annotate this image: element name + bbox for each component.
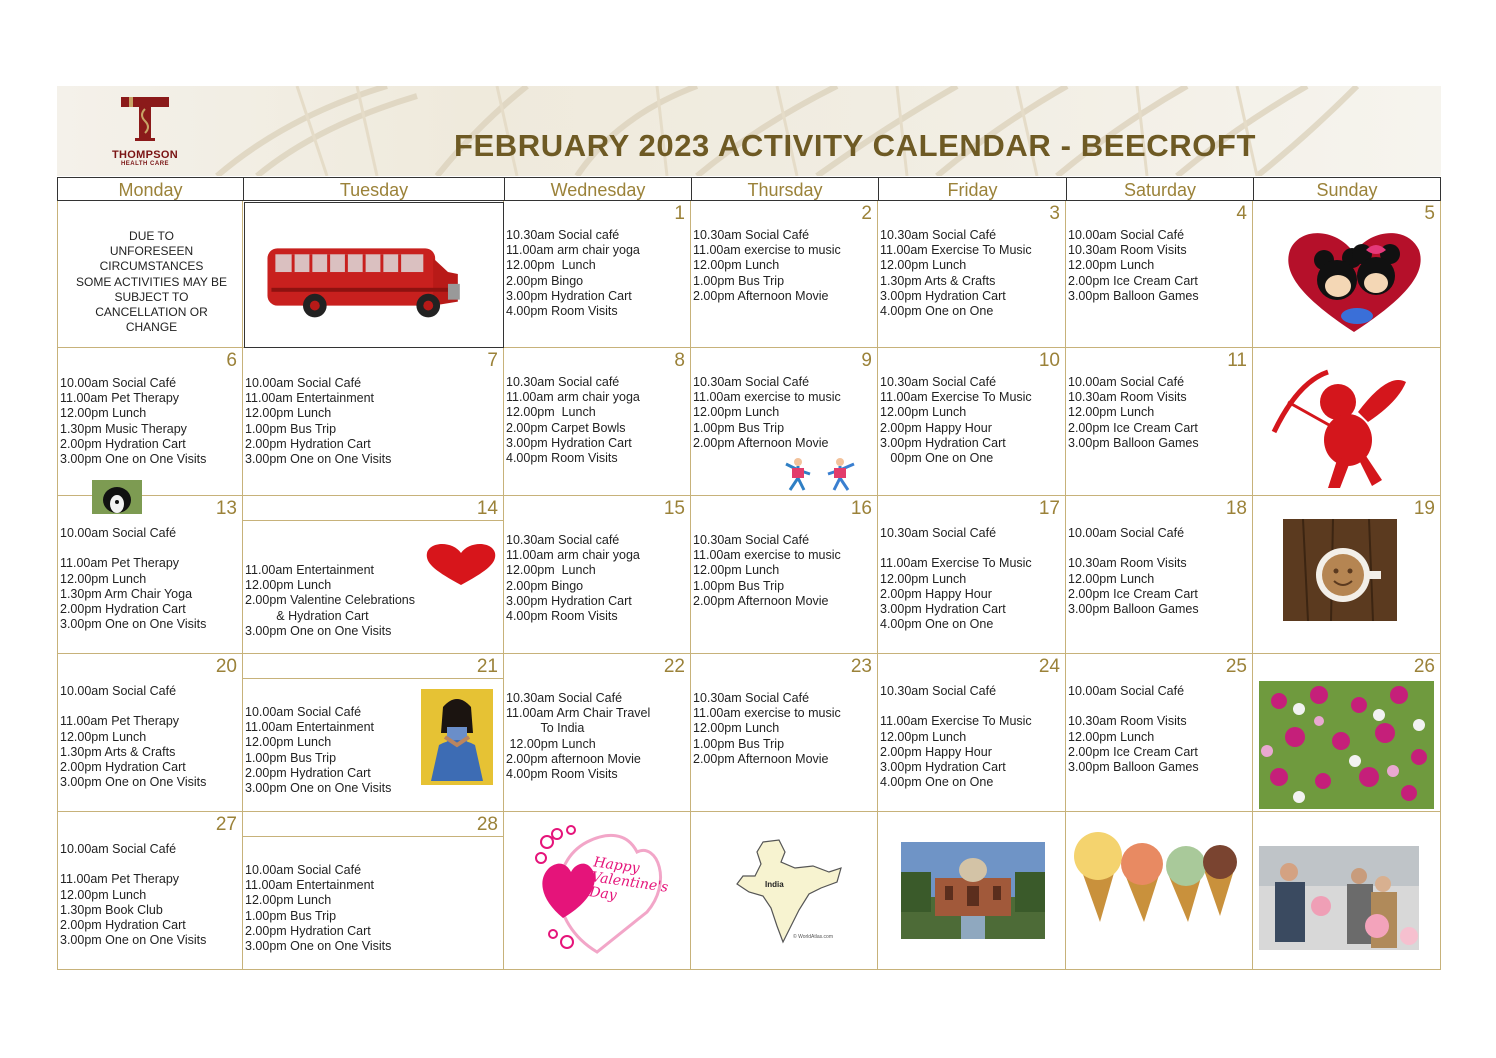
event-item: 10.00am Social Café — [60, 376, 177, 390]
day-cell — [878, 348, 1066, 496]
event-item: 1.30pm Book Club — [60, 902, 163, 917]
event-item: 12.00pm Lunch — [693, 721, 780, 736]
event-item: 10.30am Social Café — [693, 228, 810, 242]
indian-dancer-image — [421, 689, 493, 785]
event-item: 12.00pm Lunch — [1068, 571, 1155, 586]
day-cell — [1066, 654, 1253, 812]
india-temple-image — [901, 842, 1045, 939]
day-cell — [691, 201, 878, 348]
event-item: 12.00pm Lunch — [506, 405, 596, 420]
day-number: 4 — [1236, 203, 1247, 224]
event-item: 3.00pm One on One Visits — [245, 623, 392, 638]
event-item: 1.30pm Arm Chair Yoga — [60, 586, 193, 601]
event-item: 1.00pm Bus Trip — [245, 908, 337, 923]
day-cell — [243, 812, 504, 970]
event-item: 10.30am Room Visits — [1068, 243, 1187, 258]
ice-cream-cones-image — [1068, 826, 1238, 924]
day-number: 24 — [1038, 656, 1060, 677]
event-item: 11.00am arm chair yoga — [506, 243, 640, 258]
notice-line: CHANGE — [125, 320, 178, 335]
event-item: 10.00am Social Café — [245, 376, 362, 390]
event-item: 12.00pm Lunch — [245, 735, 332, 750]
event-item: 3.00pm One on One Visits — [60, 617, 207, 632]
day-number: 17 — [1038, 498, 1060, 519]
event-item: 3.00pm Hydration Cart — [880, 760, 1006, 774]
event-item: 10.30am Room Visits — [1068, 556, 1187, 571]
event-item: 10.30am Social Café — [880, 684, 997, 698]
notice-line: UNFORESEEN — [109, 244, 194, 259]
event-item: 12.00pm Lunch — [1068, 729, 1155, 744]
day-header-saturday: Saturday — [1066, 177, 1254, 201]
event-item: 11.00am Entertainment — [245, 563, 375, 577]
date-divider-line — [243, 836, 503, 837]
red-heart-image — [425, 543, 497, 585]
event-item: 12.00pm Lunch — [880, 405, 967, 420]
event-item: 1.00pm Bus Trip — [693, 273, 785, 288]
event-item: 11.00am Exercise To Music — [880, 390, 1032, 405]
event-item: 2.00pm Happy Hour — [880, 420, 992, 435]
day-cell — [504, 201, 691, 348]
event-item: 11.00am Pet Therapy — [60, 872, 180, 887]
event-item: 10.30am Social Café — [880, 228, 997, 242]
event-item: 3.00pm One on One Visits — [245, 781, 392, 795]
event-item: 11.00am Arm Chair Travel — [506, 706, 651, 721]
day-number: 6 — [226, 350, 237, 371]
event-item: 11.00am Exercise To Music — [880, 714, 1032, 729]
event-item: 2.00pm Valentine Celebrations — [245, 593, 416, 608]
cupid-image — [1268, 362, 1413, 490]
event-item: 11.00am Pet Therapy — [60, 391, 180, 406]
event-item: To India — [506, 721, 585, 736]
day-header-wednesday: Wednesday — [504, 177, 692, 201]
event-item: 3.00pm One on One Visits — [245, 939, 392, 953]
event-item: 2.00pm Afternoon Movie — [693, 593, 829, 608]
day-cell — [691, 654, 878, 812]
event-item: 2.00pm afternoon Movie — [506, 751, 641, 766]
event-item: 1.00pm Bus Trip — [693, 736, 785, 751]
event-item: 2.00pm Hydration Cart — [60, 760, 186, 774]
event-item: 4.00pm Room Visits — [506, 304, 618, 318]
event-item: 2.00pm Carpet Bowls — [506, 420, 626, 435]
event-item: 10.00am Social Café — [1068, 684, 1185, 698]
day-cell — [504, 654, 691, 812]
day-number: 25 — [1225, 656, 1247, 677]
event-item: 12.00pm Lunch — [60, 406, 147, 421]
day-cell — [243, 348, 504, 496]
party-balloons-image — [1259, 846, 1419, 950]
day-number: 15 — [663, 498, 685, 519]
day-header-friday: Friday — [878, 177, 1067, 201]
day-cell — [57, 348, 243, 496]
day-cell — [57, 201, 243, 348]
day-cell — [57, 496, 243, 654]
event-item: 11.00am exercise to music — [693, 706, 841, 721]
day-number: 1 — [674, 203, 685, 224]
event-item: 1.30pm Arts & Crafts — [60, 744, 176, 759]
event-item: 2.00pm Hydration Cart — [60, 436, 186, 451]
event-item: 3.00pm One on One Visits — [245, 452, 392, 466]
event-item: 1.30pm Music Therapy — [60, 421, 187, 436]
event-item: 12.00pm Lunch — [693, 405, 780, 420]
event-item: 2.00pm Afternoon Movie — [693, 751, 829, 766]
event-item: 1.00pm Bus Trip — [693, 578, 785, 593]
day-header-monday: Monday — [57, 177, 244, 201]
event-item: 12.00pm Lunch — [60, 571, 147, 586]
event-item: 10.30am Social Café — [506, 691, 623, 705]
day-number: 7 — [487, 350, 498, 371]
day-cell — [1066, 496, 1253, 654]
india-map-label: India — [765, 880, 784, 889]
event-item: 11.00am exercise to music — [693, 548, 841, 563]
event-item: 12.00pm Lunch — [245, 578, 332, 593]
day-number: 2 — [861, 203, 872, 224]
day-number: 11 — [1227, 350, 1247, 371]
event-item: 2.00pm Ice Cream Cart — [1068, 744, 1198, 759]
event-item: 11.00am Exercise To Music — [880, 556, 1032, 571]
day-cell — [1066, 348, 1253, 496]
india-map-credit: © WorldAtlas.com — [793, 934, 833, 940]
event-item: 3.00pm Hydration Cart — [506, 435, 632, 450]
event-item: 4.00pm One on One — [880, 775, 994, 790]
event-item: 2.00pm Afternoon Movie — [693, 288, 829, 303]
event-item: 12.00pm Lunch — [60, 887, 147, 902]
event-item: 10.30am Social Café — [880, 375, 997, 389]
event-item: 2.00pm Ice Cream Cart — [1068, 273, 1198, 288]
event-item: 10.30am Social café — [506, 228, 620, 242]
event-item: 2.00pm Hydration Cart — [245, 436, 371, 451]
event-item: 10.30am Social Café — [693, 533, 810, 547]
event-item: 11.00am arm chair yoga — [506, 548, 640, 563]
event-item: 10.00am Social Café — [60, 526, 177, 540]
event-item: 3.00pm Hydration Cart — [880, 602, 1006, 616]
event-item: 10.00am Social Café — [245, 863, 362, 877]
event-item: 1.00pm Bus Trip — [245, 421, 337, 436]
notice-line: DUE TO — [129, 229, 174, 243]
event-item: 12.00pm Lunch — [506, 563, 596, 578]
event-item: 3.00pm Balloon Games — [1068, 435, 1199, 450]
event-item: 12.00pm Lunch — [880, 571, 967, 586]
event-item: 12.00pm Lunch — [245, 893, 332, 908]
event-item: 4.00pm One on One — [880, 617, 994, 632]
event-item: 10.00am Social Café — [245, 705, 362, 719]
event-item: 2.00pm Hydration Cart — [60, 602, 186, 616]
day-cell — [57, 654, 243, 812]
day-number: 10 — [1038, 350, 1060, 371]
event-item: 11.00am exercise to music — [693, 243, 841, 258]
event-item: 2.00pm Bingo — [506, 273, 584, 288]
day-number: 8 — [674, 350, 685, 371]
event-item: 1.00pm Bus Trip — [245, 750, 337, 765]
day-cell — [691, 496, 878, 654]
event-item: 1.00pm Bus Trip — [693, 420, 785, 435]
page-title: FEBRUARY 2023 ACTIVITY CALENDAR - BEECROFT — [453, 128, 1257, 163]
event-item: 1.30pm Arts & Crafts — [880, 273, 996, 288]
event-item: 10.00am Social Café — [1068, 526, 1185, 540]
event-item: 3.00pm Hydration Cart — [880, 288, 1006, 303]
event-item: 12.00pm Lunch — [1068, 405, 1155, 420]
event-item: 10.00am Social Café — [60, 842, 177, 856]
day-number: 9 — [861, 350, 872, 371]
event-item: 12.00pm Lunch — [245, 406, 332, 421]
event-item: 3.00pm One on One Visits — [60, 452, 207, 466]
day-cell — [504, 348, 691, 496]
event-item: 2.00pm Hydration Cart — [60, 918, 186, 932]
event-item: 2.00pm Hydration Cart — [245, 923, 371, 938]
event-item: 4.00pm One on One — [880, 304, 994, 318]
event-item: 3.00pm Balloon Games — [1068, 602, 1199, 616]
day-header-sunday: Sunday — [1253, 177, 1441, 201]
event-item: 10.30am Room Visits — [1068, 714, 1187, 729]
event-item: 10.30am Social Café — [693, 691, 810, 705]
event-item: 12.00pm Lunch — [506, 258, 596, 273]
event-item: 10.30am Social Café — [880, 526, 997, 540]
event-item: 3.00pm Hydration Cart — [506, 593, 632, 608]
day-number: 5 — [1424, 203, 1435, 224]
flowers-image — [1259, 681, 1434, 809]
day-cell — [1066, 201, 1253, 348]
event-item: 12.00pm Lunch — [693, 258, 780, 273]
event-item: & Hydration Cart — [245, 608, 369, 623]
day-cell — [878, 654, 1066, 812]
day-number: 18 — [1225, 498, 1247, 519]
coffee-smiley-image — [1283, 519, 1397, 621]
event-item: 3.00pm Balloon Games — [1068, 760, 1199, 774]
day-number: 21 — [476, 656, 498, 677]
event-item: 12.00pm Lunch — [60, 729, 147, 744]
notice-line: CIRCUMSTANCES — [99, 259, 204, 274]
logo-subtitle: HEALTH CARE — [120, 161, 170, 167]
day-number: 14 — [476, 498, 498, 519]
event-item: 12.00pm Lunch — [880, 258, 967, 273]
day-header-thursday: Thursday — [691, 177, 879, 201]
dog-image — [92, 480, 142, 514]
event-item: 11.00am exercise to music — [693, 390, 841, 405]
event-item: 3.00pm Hydration Cart — [880, 435, 1006, 450]
event-item: 12.00pm Lunch — [880, 729, 967, 744]
logo-name: THOMPSON — [112, 149, 178, 161]
event-item: 2.00pm Ice Cream Cart — [1068, 420, 1198, 435]
event-item: 4.00pm Room Visits — [506, 767, 618, 781]
date-divider-line — [243, 520, 503, 521]
event-item: 3.00pm One on One Visits — [60, 775, 207, 790]
event-item: 11.00am Pet Therapy — [60, 714, 180, 729]
event-item: 12.00pm Lunch — [693, 563, 780, 578]
day-number: 19 — [1413, 498, 1435, 519]
event-item: 4.00pm Room Visits — [506, 609, 618, 623]
event-item: 11.00am Entertainment — [245, 720, 375, 735]
notice-line: CANCELLATION OR — [95, 305, 208, 319]
event-item: 11.00am arm chair yoga — [506, 390, 640, 405]
event-item: 10.30am Social café — [506, 533, 620, 547]
event-item: 2.00pm Afternoon Movie — [693, 435, 829, 450]
day-cell — [504, 496, 691, 654]
day-cell — [878, 496, 1066, 654]
notice-line: SOME ACTIVITIES MAY BE — [76, 274, 227, 289]
Happy Valentine's Day-image — [527, 822, 670, 957]
day-number: 28 — [476, 814, 498, 835]
day-number: 13 — [215, 498, 237, 519]
event-item: 10.30am Social café — [506, 375, 620, 389]
day-cell — [878, 201, 1066, 348]
date-divider-line — [243, 678, 503, 679]
day-number: 26 — [1413, 656, 1435, 677]
event-item: 10.00am Social Café — [1068, 375, 1185, 389]
red-bus-image — [244, 202, 504, 348]
day-cell — [57, 812, 243, 970]
event-item: 10.30am Social Café — [693, 375, 810, 389]
event-item: 11.00am Pet Therapy — [60, 556, 180, 571]
mickey-minnie-heart-image — [1282, 228, 1427, 334]
event-item: 11.00am Entertainment — [245, 391, 375, 406]
event-item: 10.00am Social Café — [1068, 228, 1185, 242]
event-item: 12.00pm Lunch — [1068, 258, 1155, 273]
event-item: 11.00am Exercise To Music — [880, 243, 1032, 258]
event-item: 4.00pm Room Visits — [506, 451, 618, 465]
day-number: 16 — [850, 498, 872, 519]
event-item: 3.00pm Hydration Cart — [506, 288, 632, 303]
event-item: 2.00pm Hydration Cart — [245, 765, 371, 780]
exercise-figures-image — [782, 456, 862, 492]
event-item: 3.00pm Balloon Games — [1068, 288, 1199, 303]
event-item: 2.00pm Bingo — [506, 578, 584, 593]
day-number: 23 — [850, 656, 872, 677]
event-item: 10.30am Room Visits — [1068, 390, 1187, 405]
event-item: 3.00pm One on One Visits — [60, 933, 207, 948]
event-item: 12.00pm Lunch — [506, 736, 596, 751]
event-item: 11.00am Entertainment — [245, 878, 375, 893]
event-item: 10.00am Social Café — [60, 684, 177, 698]
india-map-image — [733, 838, 843, 944]
day-number: 3 — [1049, 203, 1060, 224]
day-number: 27 — [215, 814, 237, 835]
day-number: 20 — [215, 656, 237, 677]
event-item: 2.00pm Happy Hour — [880, 744, 992, 759]
notice-line: SUBJECT TO — [114, 289, 189, 304]
day-header-tuesday: Tuesday — [243, 177, 505, 201]
event-item: 2.00pm Happy Hour — [880, 586, 992, 601]
event-item: 2.00pm Ice Cream Cart — [1068, 586, 1198, 601]
event-item: 00pm One on One — [880, 451, 994, 465]
valentine-text: Happy Valentine's Day — [588, 854, 670, 904]
day-number: 22 — [663, 656, 685, 677]
